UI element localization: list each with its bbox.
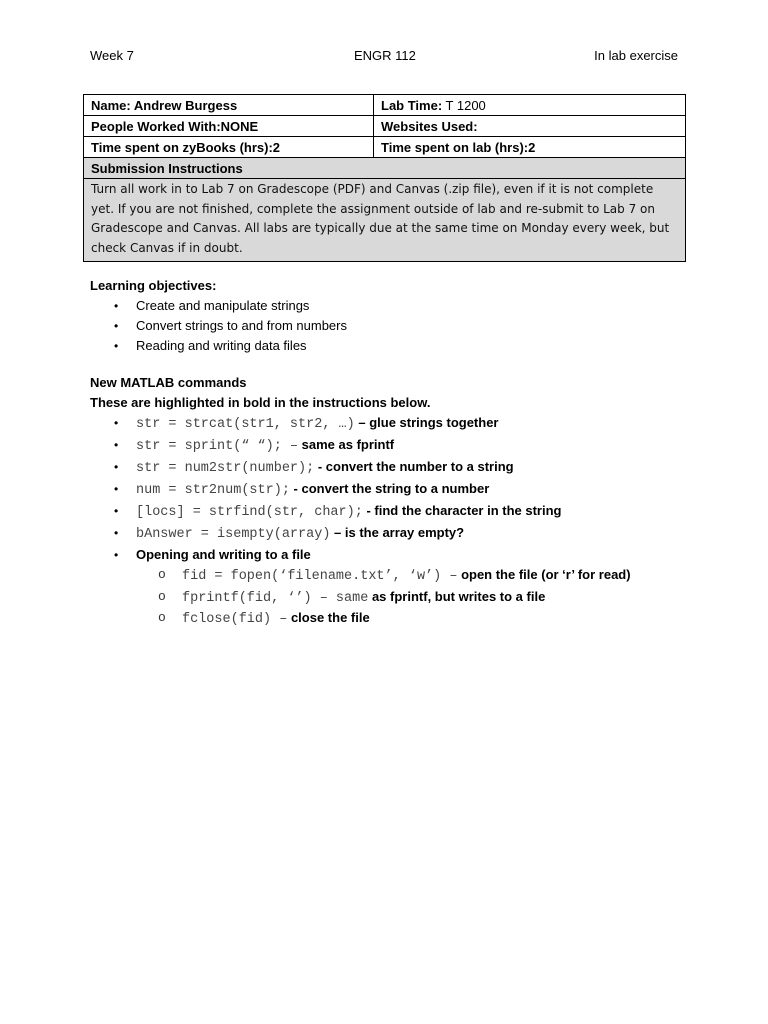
command-desc: - find the character in the string — [362, 503, 562, 518]
lab-time-label: Lab Time: — [381, 98, 443, 113]
list-item-text: Convert strings to and from numbers — [136, 318, 347, 333]
command-desc: – glue strings together — [354, 415, 499, 430]
command-desc: as fprintf, but writes to a file — [368, 588, 546, 604]
command-desc: close the file — [287, 610, 370, 625]
learning-objectives-list — [90, 296, 690, 356]
people-cell — [84, 116, 374, 137]
bullet-icon: • — [114, 460, 119, 474]
command-item-file — [90, 545, 690, 565]
command-desc: – is the array empty? — [330, 525, 465, 540]
lab-time-cell — [374, 95, 686, 116]
command-code: fclose(fid) – — [182, 612, 288, 627]
page-header — [90, 48, 678, 66]
bullet-icon: • — [114, 339, 119, 353]
list-item-text: Reading and writing data files — [136, 338, 307, 353]
header-week: Week 7 — [90, 48, 134, 63]
bullet-icon: • — [114, 299, 119, 313]
command-item — [90, 413, 690, 435]
header-exercise-type: In lab exercise — [594, 48, 678, 63]
command-desc: same as fprintf — [298, 437, 395, 452]
command-item — [90, 523, 690, 545]
submission-title: Submission Instructions — [84, 158, 686, 179]
lab-hours-label: Time spent on lab (hrs):2 — [381, 140, 536, 155]
command-code: str = num2str(number); — [136, 461, 315, 476]
info-table — [83, 94, 686, 262]
subtitle-post: in the instructions below. — [270, 395, 431, 410]
learning-objectives-section — [90, 276, 690, 356]
bullet-icon: • — [114, 438, 119, 452]
subtitle-pre: These are highlighted in — [90, 395, 244, 410]
circle-bullet-icon: o — [158, 588, 166, 604]
header-course: ENGR 112 — [354, 48, 416, 63]
command-item — [90, 479, 690, 501]
list-item — [90, 316, 690, 336]
command-desc: - convert the number to a string — [314, 459, 514, 474]
info-row-name — [84, 95, 686, 116]
sub-command-item — [90, 608, 690, 630]
file-commands-sublist — [90, 565, 690, 630]
submission-body-row — [84, 179, 686, 262]
command-code: bAnswer = isempty(array) — [136, 527, 331, 542]
file-item-label: Opening and writing to a file — [136, 547, 311, 562]
commands-list — [90, 413, 690, 565]
submission-text: Turn all work in to Lab 7 on Gradescope (PDF) and Canvas (.zip file), even if it is not complete yet. If you are not finished, complete the assignment outside of lab and re-submit to Lab 7 on Gradescope and Canvas. All labs are typically due at the same time on Monday every week, but check Canvas if in doubt. — [84, 179, 686, 262]
command-code: [locs] = strfind(str, char); — [136, 505, 363, 520]
people-label: People Worked With:NONE — [91, 119, 259, 134]
sub-command-item — [90, 565, 690, 587]
command-item — [90, 501, 690, 523]
circle-bullet-icon: o — [158, 567, 166, 582]
name-cell — [84, 95, 374, 116]
command-item — [90, 435, 690, 457]
bullet-icon: • — [114, 548, 119, 562]
circle-bullet-icon: o — [158, 610, 166, 625]
info-row-people — [84, 116, 686, 137]
learning-objectives-title: Learning objectives: — [90, 278, 217, 293]
command-item — [90, 457, 690, 479]
bullet-icon: • — [114, 526, 119, 540]
list-item — [90, 296, 690, 316]
lab-hours-cell — [374, 137, 686, 158]
websites-label: Websites Used: — [381, 119, 478, 134]
bullet-icon: • — [114, 319, 119, 333]
name-label: Name: Andrew Burgess — [91, 98, 238, 113]
sub-command-item — [90, 587, 690, 609]
zybooks-label: Time spent on zyBooks (hrs):2 — [91, 140, 281, 155]
list-item — [90, 336, 690, 356]
command-desc: open the file (or ‘r’ for read) — [457, 567, 631, 582]
command-code: str = sprint(“ “); – — [136, 439, 299, 454]
websites-cell — [374, 116, 686, 137]
command-code: num = str2num(str); — [136, 483, 290, 498]
matlab-commands-title: New MATLAB commands — [90, 375, 247, 390]
submission-title-row — [84, 158, 686, 179]
matlab-commands-section — [90, 373, 690, 630]
bullet-icon: • — [114, 416, 119, 430]
info-row-time — [84, 137, 686, 158]
command-code: fid = fopen(‘filename.txt’, ‘w’) – — [182, 569, 458, 584]
matlab-commands-subtitle — [90, 393, 690, 413]
zybooks-cell — [84, 137, 374, 158]
command-code: fprintf(fid, ‘’) – same — [182, 590, 369, 606]
bullet-icon: • — [114, 504, 119, 518]
subtitle-bold: bold — [243, 395, 271, 410]
command-desc: - convert the string to a number — [289, 481, 490, 496]
list-item-text: Create and manipulate strings — [136, 298, 310, 313]
bullet-icon: • — [114, 482, 119, 496]
lab-time-value: T 1200 — [442, 98, 486, 113]
command-code: str = strcat(str1, str2, …) — [136, 417, 355, 432]
